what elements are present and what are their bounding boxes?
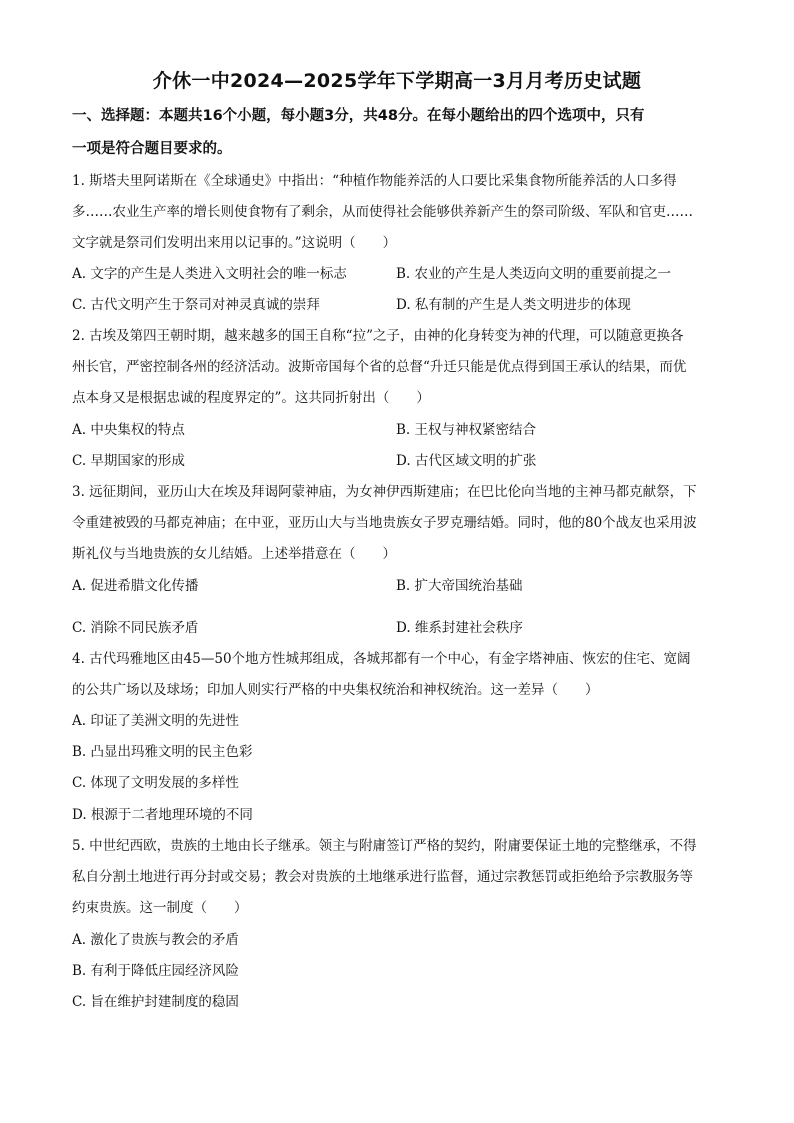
question-5-option-b[interactable]: B. 有利于降低庄园经济风险 (72, 963, 240, 979)
question-2-stem-line-2: 州长官，严密控制各州的经济活动。波斯帝国每个省的总督“升迁只能是优点得到国王承认的结果，而优 (72, 359, 687, 375)
question-3-option-b[interactable]: B. 扩大帝国统治基础 (396, 578, 523, 594)
question-2-option-c[interactable]: C. 早期国家的形成 (72, 453, 185, 469)
question-1-option-c[interactable]: C. 古代文明产生于祭司对神灵真诚的崇拜 (72, 297, 320, 313)
question-5-stem-line-1: 5. 中世纪西欧，贵族的土地由长子继承。领主与附庸签订严格的契约，附庸要保证土地的完整继承，不得 (72, 838, 697, 854)
section-instruction-line-2: 一项是符合题目要求的。 (72, 141, 232, 157)
question-5-option-a[interactable]: A. 激化了贵族与教会的矛盾 (72, 932, 239, 948)
question-1-stem-line-1: 1. 斯塔夫里阿诺斯在《全球通史》中指出：“种植作物能养活的人口要比采集食物所能养活的人口多得 (72, 173, 677, 189)
question-3-stem-line-2: 令重建被毁的马都克神庙；在中亚，亚历山大与当地贵族女子罗克珊结婚。同时，他的80个战友也采用波 (72, 515, 697, 531)
question-3-stem-line-1: 3. 远征期间，亚历山大在埃及拜谒阿蒙神庙，为女神伊西斯建庙；在巴比伦向当地的主神马都克献祭，下 (72, 484, 697, 500)
question-2-stem-line-1: 2. 古埃及第四王朝时期，越来越多的国王自称“拉”之子，由神的化身转变为神的代理，可以随意更换各 (72, 328, 684, 344)
question-1-option-a[interactable]: A. 文字的产生是人类进入文明社会的唯一标志 (72, 266, 347, 282)
question-3-stem-line-3: 斯礼仪与当地贵族的女儿结婚。上述举措意在（ ） (72, 546, 396, 562)
question-4-stem-line-2: 的公共广场以及球场；印加人则实行严格的中央集权统治和神权统治。这一差异（ ） (72, 682, 599, 698)
question-4-option-d[interactable]: D. 根源于二者地理环境的不同 (72, 807, 253, 823)
exam-title: 介休一中2024—2025学年下学期高一3月月考历史试题 (152, 70, 642, 92)
question-4-stem-line-1: 4. 古代玛雅地区由45—50个地方性城邦组成，各城邦都有一个中心，有金字塔神庙、恢宏的住宅、宽阔 (72, 651, 691, 667)
question-3-option-a[interactable]: A. 促进希腊文化传播 (72, 578, 199, 594)
question-5-stem-line-2: 私自分割土地进行再分封或交易；教会对贵族的土地继承进行监督，通过宗教惩罚或拒绝给予宗教服务等 (72, 869, 693, 885)
section-instruction-line-1: 一、选择题：本题共16个小题，每小题3分，共48分。在每小题给出的四个选项中，只有 (72, 108, 645, 124)
question-4-option-a[interactable]: A. 印证了美洲文明的先进性 (72, 713, 239, 729)
question-5-option-c[interactable]: C. 旨在维护封建制度的稳固 (72, 994, 239, 1010)
question-4-option-c[interactable]: C. 体现了文明发展的多样性 (72, 775, 239, 791)
question-3-option-d[interactable]: D. 维系封建社会秩序 (396, 620, 523, 636)
question-3-option-c[interactable]: C. 消除不同民族矛盾 (72, 620, 199, 636)
question-2-option-a[interactable]: A. 中央集权的特点 (72, 422, 185, 438)
question-2-option-b[interactable]: B. 王权与神权紧密结合 (396, 422, 537, 438)
question-1-option-b[interactable]: B. 农业的产生是人类迈向文明的重要前提之一 (396, 266, 672, 282)
question-5-stem-line-3: 约束贵族。这一制度（ ） (72, 900, 248, 916)
question-1-option-d[interactable]: D. 私有制的产生是人类文明进步的体现 (396, 297, 631, 313)
question-1-stem-line-2: 多……农业生产率的增长则使食物有了剩余，从而使得社会能够供养新产生的祭司阶级、军队和官吏…… (72, 204, 693, 220)
question-2-stem-line-3: 点本身又是根据忠诚的程度界定的”。这共同折射出（ ） (72, 390, 430, 406)
question-2-option-d[interactable]: D. 古代区域文明的扩张 (396, 453, 537, 469)
question-4-option-b[interactable]: B. 凸显出玛雅文明的民主色彩 (72, 744, 253, 760)
question-1-stem-line-3: 文字就是祭司们发明出来用以记事的。”这说明（ ） (72, 235, 397, 251)
